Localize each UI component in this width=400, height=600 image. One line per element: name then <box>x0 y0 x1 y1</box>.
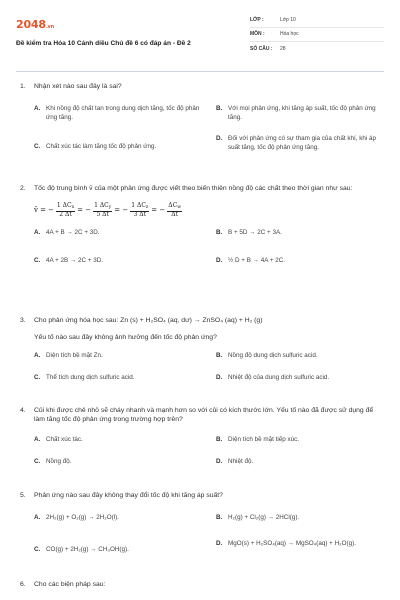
option-text: 4A + B → 2C + 3D. <box>46 228 100 236</box>
logo-main: 2048 <box>16 18 46 31</box>
option-text: Diện tích bề mặt Zn. <box>46 352 103 360</box>
option-d[interactable] <box>216 540 376 549</box>
question-subtext: Yếu tố nào sau đây không ảnh hưởng đến tốc độ phản ứng? <box>34 334 217 342</box>
page-title: Đề kiểm tra Hóa 10 Cánh diều Chủ đề 6 có đáp án - Đề 2 <box>16 39 191 47</box>
meta-key: LỚP : <box>250 17 264 24</box>
option-text: Diện tích bề mặt tiếp xúc. <box>228 436 300 444</box>
option-a[interactable] <box>34 229 204 238</box>
option-letter: C. <box>34 256 41 264</box>
formula-sign: = − <box>77 206 92 215</box>
options <box>34 500 384 560</box>
option-letter: D. <box>216 256 223 264</box>
option-letter: B. <box>216 228 223 236</box>
option-d[interactable] <box>216 135 384 152</box>
question-number: 3. <box>20 317 26 324</box>
question-number: 5. <box>20 492 26 499</box>
question-2 <box>20 184 384 269</box>
question-header <box>20 82 384 91</box>
term-numerator: 1 ΔC <box>94 202 109 210</box>
logo-tld: .vn <box>45 24 54 30</box>
option-c[interactable] <box>34 546 204 555</box>
option-letter: C. <box>34 546 41 554</box>
question-6 <box>20 580 384 589</box>
options <box>34 219 384 269</box>
option-text: B + 5D → 2C + 3A. <box>228 228 282 236</box>
question-number: 1. <box>20 83 26 90</box>
option-text: ½ D + B → 4A + 2C. <box>228 256 286 264</box>
option-c[interactable] <box>34 374 204 383</box>
option-text: CO(g) + 2H₂(g) → CH₃OH(g). <box>46 546 129 554</box>
option-b[interactable] <box>216 436 384 445</box>
question-1 <box>20 82 384 161</box>
option-text: Nồng độ. <box>46 458 72 466</box>
option-d[interactable] <box>216 374 384 383</box>
option-a[interactable] <box>34 352 204 361</box>
meta-key: MÔN : <box>250 31 265 38</box>
question-text: Phản ứng nào sau đây không thay đổi tốc độ khi tăng áp suất? <box>34 492 223 499</box>
term-subscript: y <box>108 205 112 211</box>
option-b[interactable] <box>216 105 384 122</box>
option-text: Khi nồng độ chất tan trong dung dịch tăng, tốc độ phản ứng tăng. <box>46 105 200 121</box>
question-5 <box>20 491 384 560</box>
option-letter: D. <box>216 374 223 382</box>
option-letter: B. <box>216 105 223 113</box>
option-c[interactable] <box>34 257 204 266</box>
meta-value: Hóa học <box>280 31 299 38</box>
question-4 <box>20 406 384 470</box>
option-text: Thể tích dung dịch sulfuric acid. <box>46 374 135 382</box>
option-letter: C. <box>34 143 41 151</box>
option-c[interactable] <box>34 143 204 152</box>
question-text: Nhận xét nào sau đây là sai? <box>34 83 122 90</box>
meta-value: Lớp 10 <box>280 17 296 24</box>
question-3 <box>20 316 384 388</box>
option-a[interactable] <box>34 514 204 523</box>
option-text: Với mọi phản ứng, khi tăng áp suất, tốc độ phản ứng tăng. <box>228 105 376 121</box>
option-b[interactable] <box>216 352 384 361</box>
option-letter: D. <box>216 135 223 143</box>
option-letter: A. <box>34 352 41 360</box>
options <box>34 424 384 470</box>
option-text: Chất xúc tác. <box>46 436 83 444</box>
option-a[interactable] <box>34 436 204 445</box>
question-text: Tốc độ trung bình v̄ của một phản ứng được viết theo biến thiên nồng độ các chất theo thời gian như sau: <box>34 185 353 192</box>
option-letter: A. <box>34 228 41 236</box>
option-letter: B. <box>216 436 223 444</box>
header-left <box>16 14 246 71</box>
option-text: Nồng độ dung dịch sulfuric acid. <box>228 352 318 360</box>
question-text: Cho phản ứng hóa học sau: Zn (s) + H₂SO₄ (aq, dư) → ZnSO₄ (aq) + H₂ (g) <box>34 317 263 324</box>
term-subscript: x <box>71 205 75 211</box>
formula-lhs: v̄ = <box>34 206 47 215</box>
option-letter: D. <box>216 458 223 466</box>
option-text: Chất xúc tác làm tăng tốc độ phản ứng. <box>46 143 157 151</box>
options <box>34 91 384 161</box>
site-logo[interactable] <box>16 18 246 33</box>
option-d[interactable] <box>216 458 384 467</box>
option-letter: B. <box>216 352 223 360</box>
option-c[interactable] <box>34 458 204 467</box>
question-text: Củi khi được chẻ nhỏ sẽ cháy nhanh và mạnh hơn so với củi có kích thước lớn. Yếu tố nào đã được sử dụng để làm tăng tốc độ phản ứng trong trường hợp trên? <box>34 407 374 424</box>
option-text: H₂(g) + Cl₂(g) → 2HCl(g). <box>228 514 300 522</box>
meta-key: SỐ CÂU : <box>250 45 273 52</box>
options <box>34 342 384 388</box>
option-b[interactable] <box>216 229 384 238</box>
meta-row-count <box>250 42 384 56</box>
option-a[interactable] <box>34 105 204 122</box>
term-denominator: 5 Δt <box>96 211 109 219</box>
option-letter: D. <box>216 540 223 548</box>
question-number: 4. <box>20 407 26 414</box>
option-b[interactable] <box>216 514 384 523</box>
option-text: 4A + 2B → 2C + 3D. <box>46 256 104 264</box>
term-numerator: 1 ΔC <box>131 202 146 210</box>
question-number: 6. <box>20 581 26 588</box>
term-numerator: ΔC <box>168 202 178 210</box>
meta-value: 28 <box>280 45 286 52</box>
question-header <box>20 316 384 325</box>
term-numerator: 1 ΔC <box>56 202 72 210</box>
option-text: Nhiệt độ của dung dịch sulfuric acid. <box>228 374 330 382</box>
term-denominator: 2 Δt <box>59 211 72 219</box>
option-d[interactable] <box>216 257 384 266</box>
question-header <box>20 184 384 193</box>
formula-term-1 <box>56 203 75 219</box>
term-subscript: z <box>145 205 149 211</box>
option-letter: A. <box>34 105 41 113</box>
option-letter: C. <box>34 374 41 382</box>
document-header <box>16 14 384 72</box>
formula-sign: = − <box>114 206 129 215</box>
term-denominator: Δt <box>171 211 179 219</box>
question-header <box>20 406 384 424</box>
formula-sign: = − <box>151 206 166 215</box>
option-letter: B. <box>216 514 223 522</box>
option-text: Nhiệt độ. <box>228 458 254 466</box>
rate-formula: v̄ = − $\frac{1 \Delta C_x}{2 \Delta t}$ = − $\frac{1 \Delta C_y}{5 \Delta t}$ = − $\frac{1 \Delta C_z}{3 \Delta t}$ = − $\frac{\Delta C_w}{\Delta t}$ <box>34 202 182 219</box>
formula-term-4 <box>167 203 182 219</box>
formula-term-2 <box>93 203 112 219</box>
question-header <box>20 580 384 589</box>
option-text: MgO(s) + H₂SO₄(aq) → MgSO₄(aq) + H₂O(g). <box>228 540 356 548</box>
option-text: Đối với phản ứng có sự tham gia của chất khí, khi áp suất tăng, tốc độ phản ứng tăng. <box>228 135 377 151</box>
option-letter: A. <box>34 514 41 522</box>
meta-table <box>250 14 384 71</box>
question-number: 2. <box>20 185 26 192</box>
option-letter: A. <box>34 436 41 444</box>
question-header <box>20 491 384 500</box>
meta-row-subject <box>250 28 384 42</box>
term-denominator: 3 Δt <box>133 211 147 219</box>
term-subscript: w <box>177 205 182 211</box>
option-letter: C. <box>34 458 41 466</box>
option-text: 2H₂(g) + O₂(g) → 2H₂O(l). <box>46 514 119 522</box>
meta-row-class <box>250 14 384 28</box>
question-text: Cho các biện pháp sau: <box>34 581 106 588</box>
formula-term-3 <box>130 203 149 219</box>
